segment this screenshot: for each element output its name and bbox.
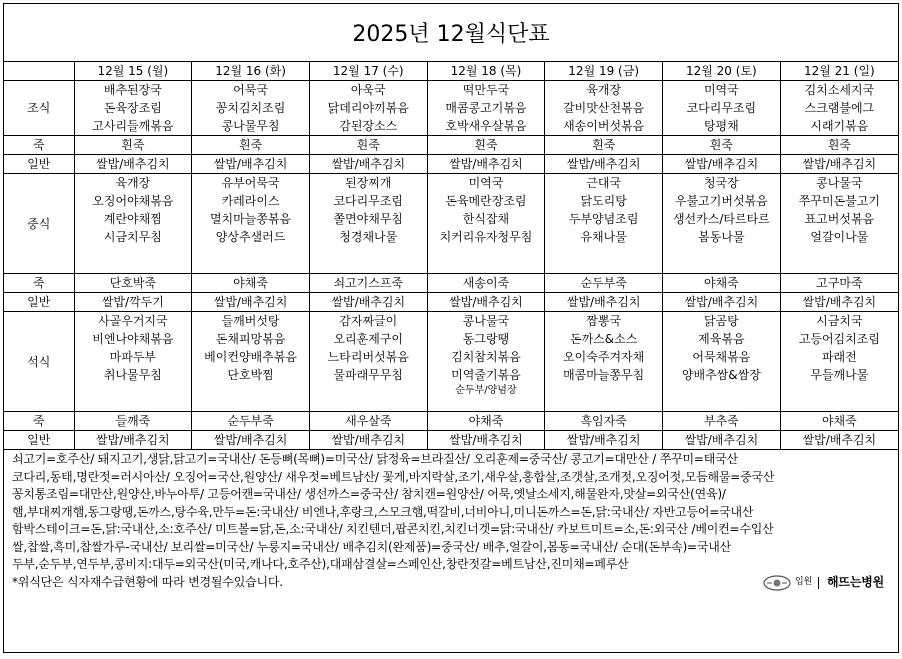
- footnote: *위식단은 식자재수급현황에 따라 변경될수있습니다.: [12, 574, 283, 589]
- menu-item: 쭈꾸미돈불고기: [798, 194, 880, 208]
- day-header: 12월 19 (금): [545, 62, 663, 81]
- menu-item: 육개장: [586, 83, 622, 97]
- lunch-menu-cell: [309, 174, 427, 274]
- origin-notes: [4, 450, 898, 594]
- menu-item: 시금치국: [816, 314, 863, 328]
- breakfast-menu-cell: [780, 81, 898, 136]
- lunch-menu-cell: [545, 174, 663, 274]
- breakfast-menu-cell: [427, 81, 545, 136]
- lunch-menu-cell: [663, 174, 781, 274]
- menu-item: 짬뽕국: [586, 314, 622, 328]
- menu-item: 탕평채: [703, 119, 739, 133]
- regular-cell: 쌀밥/배추김치: [192, 155, 310, 174]
- regular-cell: 쌀밥/배추김치: [309, 293, 427, 312]
- menu-item: 꽁치김치조림: [215, 101, 286, 115]
- menu-item: 마파두부: [109, 350, 157, 364]
- menu-item: 오이숙주겨자채: [563, 350, 645, 364]
- menu-item: 들깨버섯탕: [221, 314, 280, 328]
- menu-item: 고등어김치조림: [798, 332, 880, 346]
- regular-cell: 쌀밥/배추김치: [545, 431, 663, 450]
- menu-item: 매콤콩고기볶음: [445, 101, 527, 115]
- regular-cell: 쌀밥/배추김치: [74, 155, 192, 174]
- porridge-cell: 흰죽: [780, 136, 898, 155]
- porridge-cell: 새송이죽: [427, 274, 545, 293]
- menu-item: 한식잡채: [462, 212, 510, 226]
- breakfast-menu-cell: [309, 81, 427, 136]
- menu-item: 미역줄기볶음: [451, 368, 521, 382]
- menu-item: 양배추쌈&쌈장: [681, 368, 761, 382]
- dinner-main-row: [4, 312, 898, 412]
- menu-item: 우불고기버섯볶음: [674, 194, 768, 208]
- lunch-menu-cell: [780, 174, 898, 274]
- day-header: 12월 18 (목): [427, 62, 545, 81]
- menu-item: 느타리버섯볶음: [327, 350, 409, 364]
- porridge-cell: 쇠고기스프죽: [309, 274, 427, 293]
- porridge-cell: 야채죽: [192, 274, 310, 293]
- menu-item: 돈채피망볶음: [215, 332, 286, 346]
- menu-item: 동그랑땡: [462, 332, 510, 346]
- origin-note-line: 함박스테이크=돈,닭:국내산,소:호주산/ 미트볼=닭,돈,소:국내산/ 치킨텐더,팝콘치킨,치킨너겟=닭:국내산/ 카보트미트=소,돈:외국산 /베이컨=수입산: [12, 522, 774, 536]
- dinner-label: 석식: [4, 312, 74, 412]
- breakfast-label: 조식: [4, 81, 74, 136]
- menu-item: 어묵국: [233, 83, 268, 97]
- day-header: 12월 15 (월): [74, 62, 192, 81]
- menu-item: 계란야채찜: [103, 212, 162, 226]
- regular-cell: 쌀밥/배추김치: [780, 155, 898, 174]
- porridge-cell: 야채죽: [427, 412, 545, 431]
- day-header: 12월 20 (토): [663, 62, 781, 81]
- menu-item: 청국장: [703, 176, 739, 190]
- dinner-menu-cell: [192, 312, 310, 412]
- breakfast-main-row: [4, 81, 898, 136]
- lunch-menu-cell: [427, 174, 545, 274]
- menu-item: 파래전: [821, 350, 857, 364]
- origin-note-line: 꽁치통조림=대만산,원양산,바누아투/ 고등어캔=국내산/ 생선까스=중국산/ 참치캔=원양산/ 어묵,옛날소세지,해물완자,맛살=외국산(연육)/: [12, 487, 726, 501]
- menu-item: 얼갈이나물: [810, 230, 869, 244]
- porridge-label: 죽: [4, 136, 74, 155]
- porridge-label: 죽: [4, 412, 74, 431]
- menu-item: 감자짜글이: [339, 314, 398, 328]
- menu-item: 고사리들깨볶음: [92, 119, 174, 133]
- origin-note-line: 두부,순두부,연두부,콩비지:대두=외국산(미국,캐나다,호주산),대패삼결살=스페인산,창란젓갈=베트남산,진미채=페루산: [12, 557, 629, 571]
- menu-item: 감된장소스: [339, 119, 398, 133]
- regular-label: 일반: [4, 431, 74, 450]
- dinner-menu-cell: [545, 312, 663, 412]
- porridge-cell: 흰죽: [309, 136, 427, 155]
- lunch-regular-row: [4, 293, 898, 312]
- porridge-cell: 야채죽: [663, 274, 781, 293]
- regular-label: 일반: [4, 155, 74, 174]
- regular-cell: 쌀밥/배추김치: [74, 431, 192, 450]
- menu-item: 취나물무침: [103, 368, 162, 382]
- lunch-menu-cell: [192, 174, 310, 274]
- day-header: 12월 17 (수): [309, 62, 427, 81]
- page-title: 2025년 12월식단표: [4, 4, 898, 62]
- menu-item: 돈육장조림: [103, 101, 162, 115]
- menu-item: 양상추샐러드: [215, 230, 286, 244]
- logo-name: 해뜨는병원: [827, 575, 884, 589]
- menu-item: 김치소세지국: [804, 83, 875, 97]
- menu-item: 표고버섯볶음: [804, 212, 875, 226]
- menu-item: 어묵채볶음: [692, 350, 751, 364]
- porridge-cell: 순두부죽: [545, 274, 663, 293]
- porridge-cell: 순두부죽: [192, 412, 310, 431]
- menu-item: 콩나물국: [816, 176, 863, 190]
- porridge-cell: 고구마죽: [780, 274, 898, 293]
- porridge-cell: 야채죽: [780, 412, 898, 431]
- menu-item: 배추된장국: [103, 83, 162, 97]
- menu-item: 생선카스/타르타르: [672, 212, 770, 226]
- lunch-label: 중식: [4, 174, 74, 274]
- menu-item: 시래기볶음: [810, 119, 869, 133]
- menu-item: 스크램블에그: [804, 101, 875, 115]
- lunch-menu-cell: [74, 174, 192, 274]
- menu-item: 베이컨양배추볶음: [204, 350, 297, 364]
- menu-item: 미역국: [703, 83, 739, 97]
- menu-item: 무들깨나물: [810, 368, 869, 382]
- menu-item: 떡만두국: [462, 83, 510, 97]
- origin-note-line: 코다리,동태,명란젓=러시아산/ 오징어=국산,원양산/ 새우젓=베트남산/ 꽃게,바지락살,조기,새우살,홍합살,조갯살,조개젓,오징어젓,모듬해물=중국산: [12, 469, 775, 484]
- breakfast-menu-cell: [192, 81, 310, 136]
- menu-item: 쫄면야채무침: [333, 212, 404, 226]
- breakfast-menu-cell: [663, 81, 781, 136]
- menu-item: 제육볶음: [698, 332, 745, 346]
- hospital-logo: [763, 574, 884, 592]
- menu-item: 유부어묵국: [221, 176, 280, 190]
- lunch-main-row: [4, 174, 898, 274]
- porridge-label: 죽: [4, 274, 74, 293]
- menu-item: 육개장: [115, 176, 151, 190]
- regular-cell: 쌀밥/배추김치: [545, 155, 663, 174]
- menu-item: 단호박찜: [227, 368, 274, 382]
- regular-cell: 쌀밥/배추김치: [780, 431, 898, 450]
- corner-cell: [4, 62, 74, 81]
- dinner-menu-cell: [780, 312, 898, 412]
- menu-sheet: [3, 3, 899, 653]
- menu-item: 갈비맛산천볶음: [563, 101, 645, 115]
- menu-item: 카레라이스: [221, 194, 280, 208]
- dinner-menu-cell: [309, 312, 427, 412]
- menu-table: [4, 62, 898, 450]
- menu-item: 아욱국: [350, 83, 386, 97]
- menu-item: 청경채나물: [339, 230, 398, 244]
- lunch-porridge-row: [4, 274, 898, 293]
- dinner-menu-cell: [663, 312, 781, 412]
- day-header: 12월 21 (일): [780, 62, 898, 81]
- menu-item: 된장찌개: [345, 176, 392, 190]
- menu-item: 순두부/양념장: [455, 385, 517, 396]
- day-header-row: [4, 62, 898, 81]
- porridge-cell: 흰죽: [427, 136, 545, 155]
- breakfast-regular-row: [4, 155, 898, 174]
- menu-item: 콩나물무침: [221, 119, 280, 133]
- menu-item: 두부양념조림: [568, 212, 639, 226]
- menu-item: 닭데리야끼볶음: [327, 101, 409, 115]
- menu-item: 코다리무조림: [333, 194, 404, 208]
- menu-item: 시금치무침: [103, 230, 162, 244]
- origin-note-line: 쇠고기=호주산/ 돼지고기,생닭,닭고기=국내산/ 돈등뼈(목뼈)=미국산/ 닭정육=브라질산/ 오리훈제=중국산/ 콩고기=대만산 / 쭈꾸미=태국산: [12, 452, 738, 466]
- menu-item: 물파래무무침: [333, 368, 404, 382]
- regular-cell: 쌀밥/배추김치: [192, 431, 310, 450]
- regular-cell: 쌀밥/배추김치: [663, 431, 781, 450]
- menu-item: 비엔나야채볶음: [92, 332, 174, 346]
- regular-cell: 쌀밥/배추김치: [427, 155, 545, 174]
- menu-item: 콩나물국: [462, 314, 510, 328]
- menu-item: 봄동나물: [698, 230, 745, 244]
- dinner-menu-cell: [74, 312, 192, 412]
- regular-cell: 쌀밥/배추김치: [663, 155, 781, 174]
- regular-cell: 쌀밥/배추김치: [663, 293, 781, 312]
- menu-item: 미역국: [468, 176, 504, 190]
- regular-label: 일반: [4, 293, 74, 312]
- porridge-cell: 새우살죽: [309, 412, 427, 431]
- porridge-cell: 들깨죽: [74, 412, 192, 431]
- menu-item: 오리훈제구이: [333, 332, 404, 346]
- breakfast-porridge-row: [4, 136, 898, 155]
- porridge-cell: 흰죽: [663, 136, 781, 155]
- menu-item: 김치참치볶음: [451, 350, 521, 364]
- regular-cell: 쌀밥/배추김치: [427, 293, 545, 312]
- regular-cell: 쌀밥/배추김치: [309, 431, 427, 450]
- menu-item: 치커리유자청무침: [439, 230, 533, 244]
- menu-item: 돈까스&소스: [570, 332, 638, 346]
- menu-item: 호박새우살볶음: [445, 119, 527, 133]
- dinner-menu-cell: [427, 312, 545, 412]
- menu-item: 닭도리탕: [580, 194, 627, 208]
- porridge-cell: 단호박죽: [74, 274, 192, 293]
- menu-item: 유채나물: [580, 230, 627, 244]
- menu-item: 근대국: [586, 176, 622, 190]
- regular-cell: 쌀밥/깍두기: [74, 293, 192, 312]
- menu-item: 새송이버섯볶음: [563, 119, 645, 133]
- porridge-cell: 부추죽: [663, 412, 781, 431]
- regular-cell: 쌀밥/배추김치: [427, 431, 545, 450]
- dinner-porridge-row: [4, 412, 898, 431]
- porridge-cell: 흰죽: [545, 136, 663, 155]
- menu-item: 오징어야채볶음: [92, 194, 174, 208]
- menu-item: 닭곰탕: [703, 314, 739, 328]
- menu-item: 멸치마늘쫑볶음: [209, 212, 292, 226]
- menu-item: 돈육메란장조림: [445, 194, 527, 208]
- menu-item: 사골우거지국: [98, 314, 168, 328]
- logo-tag: 입원: [795, 577, 813, 587]
- dinner-regular-row: [4, 431, 898, 450]
- porridge-cell: 흰죽: [74, 136, 192, 155]
- menu-item: 매콤마늘쫑무침: [563, 368, 645, 382]
- sun-icon: [763, 575, 791, 591]
- breakfast-menu-cell: [545, 81, 663, 136]
- porridge-cell: 흰죽: [192, 136, 310, 155]
- regular-cell: 쌀밥/배추김치: [309, 155, 427, 174]
- origin-note-line: 쌀,찹쌀,흑미,찹쌀가루-국내산/ 보리쌀=미국산/ 누룽지=국내산/ 배추김치(완제품)=중국산/ 배추,얼갈이,봄동=국내산/ 순대(돈부속)=국내산: [12, 539, 732, 554]
- day-header: 12월 16 (화): [192, 62, 310, 81]
- origin-note-line: 햄,부대찌개햄,동그랑땡,돈까스,탕수육,만두=돈:국내산/ 비엔나,후랑크,스모크햄,떡갈비,너비아니,미니돈까스=돈,닭:국내산/ 자반고등어=국내산: [12, 504, 754, 519]
- regular-cell: 쌀밥/배추김치: [545, 293, 663, 312]
- menu-item: 코다리무조림: [686, 101, 757, 115]
- regular-cell: 쌀밥/배추김치: [780, 293, 898, 312]
- regular-cell: 쌀밥/배추김치: [192, 293, 310, 312]
- breakfast-menu-cell: [74, 81, 192, 136]
- porridge-cell: 흑임자죽: [545, 412, 663, 431]
